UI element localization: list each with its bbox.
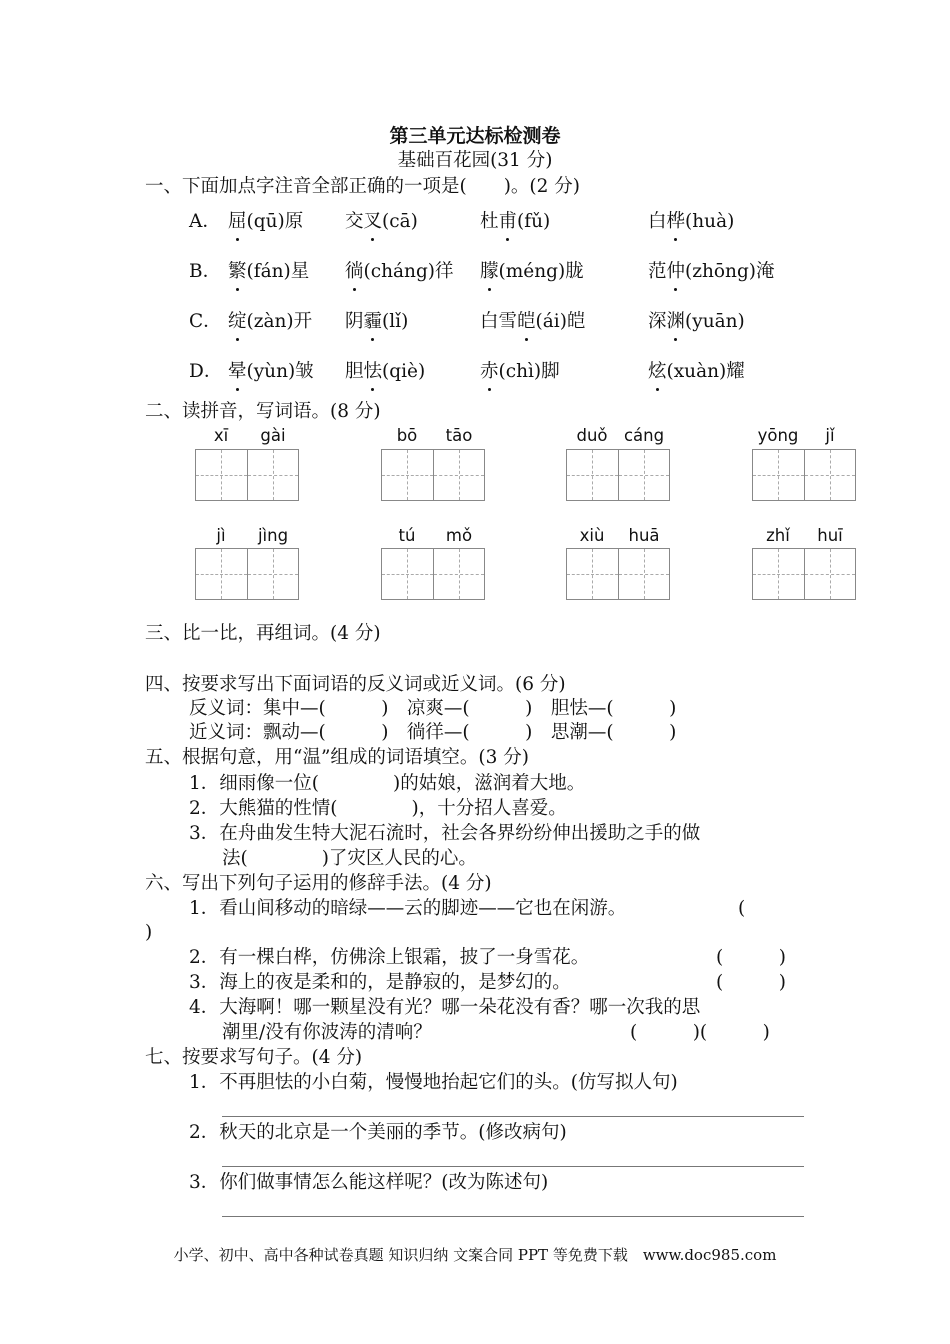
writing-cell[interactable] (196, 450, 248, 500)
page-title: 第三单元达标检测卷 (389, 125, 561, 147)
writing-cell[interactable] (805, 450, 856, 500)
q6-sentence-4a: 4．大海啊！哪一颗星没有光？哪一朵花没有香？哪一次我的思 (189, 997, 701, 1018)
q4-antonyms: 反义词：集中—( ) 凉爽—( ) 胆怯—( ) (189, 698, 677, 719)
q5-sentence-1: 1．细雨像一位( )的姑娘，滋润着大地。 (189, 773, 586, 794)
q1-option-item: 晕(yùn)皱 (228, 361, 314, 382)
q1-stem: 一、下面加点字注音全部正确的一项是( )。(2 分) (145, 176, 581, 197)
pinyin-label: xī gài (213, 426, 286, 445)
pinyin-label: zhǐ huī (766, 526, 843, 545)
writing-cell[interactable] (619, 549, 670, 599)
q1-option-label[interactable]: D． (189, 361, 223, 382)
dotted-char: 徜 (345, 261, 364, 282)
q1-option-item: 杜甫(fǔ) (480, 211, 551, 232)
q4-synonyms: 近义词：飘动—( ) 徜徉—( ) 思潮—( ) (189, 722, 677, 743)
q1-option-item: 阴霾(lǐ) (345, 311, 409, 332)
writing-grid[interactable] (752, 449, 856, 501)
q7-answer-line-1[interactable] (222, 1116, 804, 1117)
dotted-char: 霾 (363, 311, 383, 332)
q6-blank-1-close: ) (145, 922, 153, 943)
q1-option-item: 白桦(huà) (648, 211, 735, 232)
q7-answer-line-2[interactable] (222, 1166, 804, 1167)
dotted-char: 叉 (363, 211, 383, 232)
q6-sentence-4b: 潮里/没有你波涛的清响？ (222, 1022, 432, 1043)
q7-sentence-2: 2．秋天的北京是一个美丽的季节。(修改病句) (189, 1122, 567, 1143)
q1-option-item: 繁(fán)星 (228, 261, 310, 282)
q6-blank-4: ( )( ) (630, 1022, 770, 1043)
writing-cell[interactable] (248, 549, 299, 599)
q4-stem: 四、按要求写出下面词语的反义词或近义词。(6 分) (145, 674, 566, 695)
q7-answer-line-3[interactable] (222, 1216, 804, 1217)
q1-option-item: 范仲(zhōng)淹 (648, 261, 775, 282)
writing-cell[interactable] (753, 450, 805, 500)
dotted-char: 晕 (228, 361, 247, 382)
dotted-char: 怯 (363, 361, 383, 382)
writing-cell[interactable] (248, 450, 299, 500)
q6-sentence-3: 3．海上的夜是柔和的，是静寂的，是梦幻的。 (189, 972, 571, 993)
q1-option-label[interactable]: C． (189, 311, 222, 332)
writing-cell[interactable] (567, 450, 619, 500)
writing-cell[interactable] (382, 549, 434, 599)
pinyin-label: bō tāo (396, 426, 473, 445)
q3-stem: 三、比一比，再组词。(4 分) (145, 623, 381, 644)
q7-sentence-1: 1．不再胆怯的小白菊，慢慢地抬起它们的头。(仿写拟人句) (189, 1072, 678, 1093)
footer-text: 小学、初中、高中各种试卷真题 知识归纳 文案合同 PPT 等免费下载 www.doc985.com (173, 1246, 777, 1264)
writing-grid[interactable] (195, 449, 299, 501)
writing-grid[interactable] (752, 548, 856, 600)
writing-cell[interactable] (382, 450, 434, 500)
writing-cell[interactable] (434, 549, 485, 599)
q7-sentence-3: 3．你们做事情怎么能这样呢？(改为陈述句) (189, 1172, 549, 1193)
q1-option-label[interactable]: B． (189, 261, 222, 282)
dotted-char: 朦 (480, 261, 499, 282)
q1-option-item: 屈(qū)原 (228, 211, 304, 232)
q1-option-item: 白雪皑(ái)皑 (480, 311, 586, 332)
writing-cell[interactable] (196, 549, 248, 599)
q1-option-item: 徜(cháng)徉 (345, 261, 454, 282)
writing-grid[interactable] (566, 548, 670, 600)
q5-stem: 五、根据句意，用“温”组成的词语填空。(3 分) (145, 747, 530, 768)
q1-option-label[interactable]: A． (189, 211, 221, 232)
dotted-char: 桦 (666, 211, 686, 232)
dotted-char: 赤 (480, 361, 499, 382)
dotted-char: 甫 (498, 211, 518, 232)
q1-option-item: 交叉(cā) (345, 211, 418, 232)
q6-sentence-1: 1．看山间移动的暗绿——云的脚迹——它也在闲游。 (189, 898, 627, 919)
dotted-char: 炫 (648, 361, 667, 382)
q1-option-item: 朦(méng)胧 (480, 261, 584, 282)
writing-cell[interactable] (805, 549, 856, 599)
dotted-char: 皑 (517, 311, 536, 332)
q5-sentence-3b: 法( )了灾区人民的心。 (222, 848, 477, 869)
pinyin-label: yōng jǐ (757, 426, 835, 445)
q6-blank-2: ( ) (716, 947, 786, 968)
pinyin-label: jì jìng (216, 526, 289, 545)
writing-grid[interactable] (381, 548, 485, 600)
writing-cell[interactable] (567, 549, 619, 599)
q5-sentence-2: 2．大熊猫的性情( )，十分招人喜爱。 (189, 798, 567, 819)
pinyin-label: xiù huā (579, 526, 660, 545)
writing-grid[interactable] (195, 548, 299, 600)
q6-blank-1-open: ( (738, 898, 746, 919)
q1-option-item: 绽(zàn)开 (228, 311, 313, 332)
q7-stem: 七、按要求写句子。(4 分) (145, 1047, 363, 1068)
q6-stem: 六、写出下列句子运用的修辞手法。(4 分) (145, 873, 492, 894)
q1-option-item: 胆怯(qiè) (345, 361, 426, 382)
q2-stem: 二、读拼音，写词语。(8 分) (145, 401, 381, 422)
writing-cell[interactable] (753, 549, 805, 599)
q1-option-item: 深渊(yuān) (648, 311, 745, 332)
q5-sentence-3a: 3．在舟曲发生特大泥石流时，社会各界纷纷伸出援助之手的做 (189, 823, 701, 844)
q6-blank-3: ( ) (716, 972, 786, 993)
q1-option-item: 炫(xuàn)耀 (648, 361, 745, 382)
writing-cell[interactable] (619, 450, 670, 500)
pinyin-label: duǒ cáng (576, 426, 665, 445)
writing-grid[interactable] (566, 449, 670, 501)
q1-option-item: 赤(chì)脚 (480, 361, 560, 382)
writing-cell[interactable] (434, 450, 485, 500)
section-subtitle: 基础百花园(31 分) (397, 150, 553, 171)
pinyin-label: tú mǒ (398, 526, 473, 545)
dotted-char: 绽 (228, 311, 247, 332)
dotted-char: 屈 (228, 211, 247, 232)
dotted-char: 仲 (666, 261, 686, 282)
writing-grid[interactable] (381, 449, 485, 501)
q6-sentence-2: 2．有一棵白桦，仿佛涂上银霜，披了一身雪花。 (189, 947, 590, 968)
dotted-char: 渊 (666, 311, 686, 332)
dotted-char: 繁 (228, 261, 247, 282)
